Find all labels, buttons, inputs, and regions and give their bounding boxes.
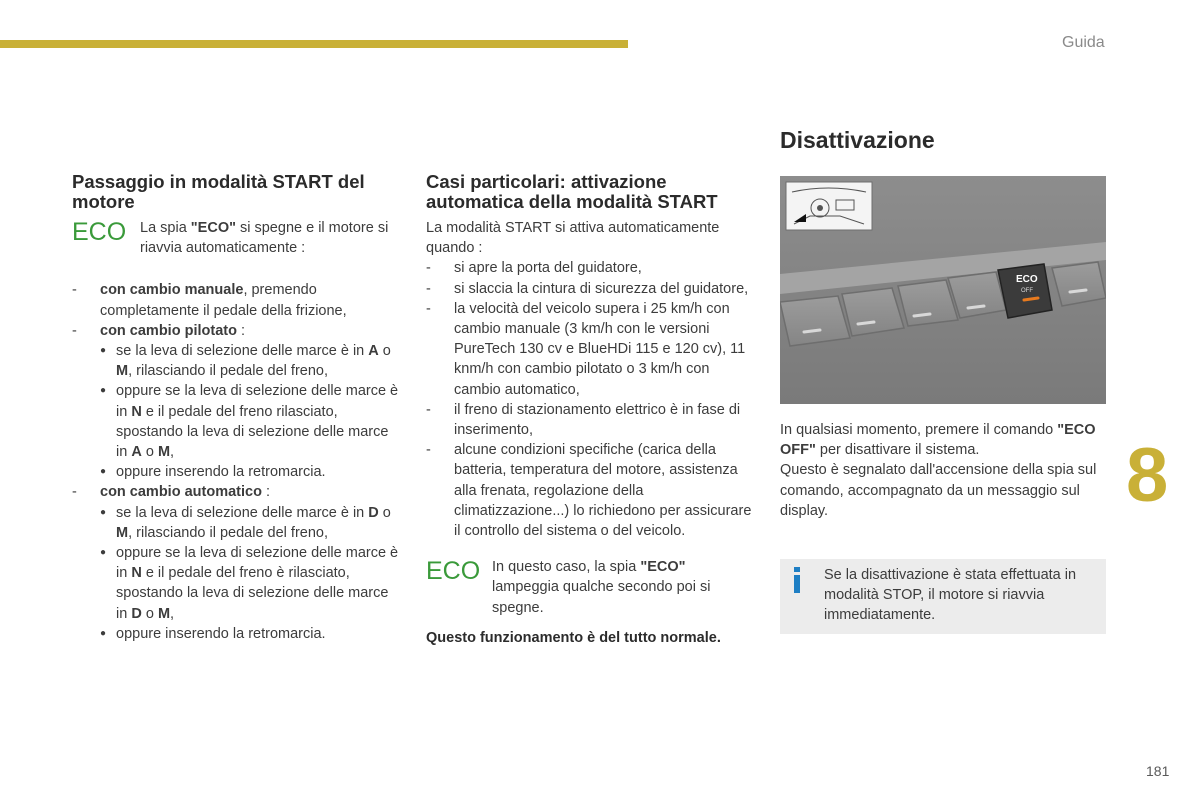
eco-flash-note	[426, 541, 756, 618]
special-intro: La modalità START si attiva automaticamente quando :	[426, 220, 720, 257]
gearbox-list	[72, 280, 402, 644]
column-special-cases	[426, 172, 756, 648]
eco-intro-text: La spia "ECO" si spegne e il motore si riavvia automaticamente :	[140, 220, 389, 257]
column-deactivation	[780, 126, 1106, 634]
heading-start-mode: Passaggio in modalità START del motore	[72, 171, 365, 212]
column-start-mode	[72, 172, 402, 644]
list-item: ● oppure se la leva di selezione delle marce è in N e il pedale del freno rilasciato, spostando la leva di selezione delle marce in A o M,	[100, 381, 402, 462]
list-item: - con cambio manuale, premendo completamente il pedale della frizione,	[72, 280, 402, 320]
header-accent-bar	[0, 40, 628, 48]
eco-off-button	[998, 264, 1052, 318]
closing-note: Questo funzionamento è del tutto normale.	[426, 629, 721, 646]
list-item: - la velocità del veicolo supera i 25 km/h con cambio manuale (3 km/h con le versioni PureTech 130 cv e BlueHDi 115 e 120 cv), 11 knm/h con cambio pilotato o 3 km/h con cambio automatico,	[426, 299, 756, 400]
eco-icon	[72, 218, 128, 244]
list-item: ● oppure se la leva di selezione delle marce è in N e il pedale del freno è rilasciato, spostando la leva di selezione delle marce in D o M,	[100, 543, 402, 624]
svg-text:OFF: OFF	[1021, 288, 1033, 294]
deactivation-text: In qualsiasi momento, premere il comando "ECO OFF" per disattivare il sistema.	[780, 422, 1096, 459]
eco-flash-text: In questo caso, la spia "ECO" lampeggia qualche secondo poi si spegne.	[492, 559, 711, 616]
list-item: - si slaccia la cintura di sicurezza del guidatore,	[426, 279, 756, 299]
eco-off-button-photo	[780, 176, 1106, 404]
list-item: ● se la leva di selezione delle marce è in D o M, rilasciando il pedale del freno,	[100, 503, 402, 543]
svg-text:ECO: ECO	[72, 218, 127, 244]
sub-list	[100, 341, 402, 482]
deactivation-text-2: Questo è segnalato dall'accensione della spia sul comando, accompagnato da un messaggio sul display.	[780, 462, 1097, 519]
list-item: ● oppure inserendo la retromarcia.	[100, 462, 402, 482]
page-number: 181	[1146, 763, 1170, 779]
chapter-number: 8	[1126, 433, 1169, 518]
info-icon	[790, 565, 824, 599]
eco-intro	[72, 218, 402, 258]
conditions-list	[426, 258, 756, 541]
dashboard-inset	[786, 182, 872, 230]
svg-text:ECO: ECO	[426, 557, 481, 584]
list-item: - alcune condizioni specifiche (carica della batteria, temperatura del motore, assistenza alla frenata, regolazione della climatizzazione...) lo richiedono per assicurare il controllo del sistema o del veicolo.	[426, 440, 756, 541]
info-text: Se la disattivazione è stata effettuata in modalità STOP, il motore si riavvia immediatamente.	[824, 567, 1077, 624]
svg-text:ECO: ECO	[1016, 274, 1038, 285]
info-box	[780, 559, 1106, 634]
section-label: Guida	[1062, 34, 1105, 51]
heading-special-cases: Casi particolari: attivazione automatica della modalità START	[426, 171, 718, 212]
list-item: - con cambio automatico : ● se la leva di selezione delle marce è in D o M, rilasciando il pedale del freno, ● oppure se la leva di selezione delle marce è in N e il pedale del freno è rilasciato, spostando la leva di selezione delle marce in D o M, ● oppure inserendo la retromarcia.	[72, 482, 402, 644]
list-item: ● oppure inserendo la retromarcia.	[100, 624, 402, 644]
eco-icon	[426, 557, 482, 583]
list-item: - con cambio pilotato : ● se la leva di selezione delle marce è in A o M, rilasciando il pedale del freno, ● oppure se la leva di selezione delle marce è in N e il pedale del freno rilasciato, spostando la leva di selezione delle marce in A o M, ● oppure inserendo la retromarcia.	[72, 321, 402, 483]
sub-list	[100, 503, 402, 644]
list-item: ● se la leva di selezione delle marce è in A o M, rilasciando il pedale del freno,	[100, 341, 402, 381]
list-item: - il freno di stazionamento elettrico è in fase di inserimento,	[426, 400, 756, 440]
list-item: - si apre la porta del guidatore,	[426, 258, 756, 278]
heading-deactivation: Disattivazione	[780, 127, 935, 153]
